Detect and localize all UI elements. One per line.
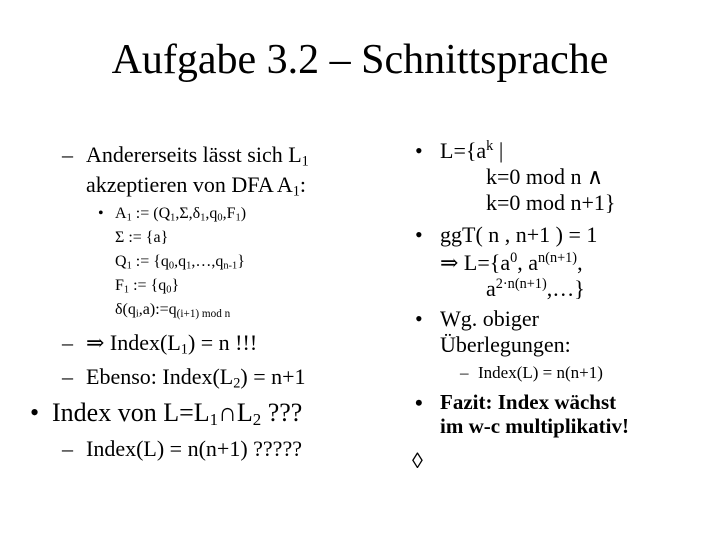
dash-marker: – bbox=[62, 330, 73, 355]
condition-line-1: k=0 mod n ∧ bbox=[486, 164, 604, 189]
bullet-marker: • bbox=[415, 222, 423, 247]
condition-line-2: k=0 mod n+1} bbox=[486, 190, 616, 215]
fazit-line-2: im w-c multiplikativ! bbox=[440, 414, 629, 438]
dash-marker: – bbox=[62, 364, 73, 389]
index-intersection-line: Index von $L=L_1\cap L_2$ ??? bbox=[52, 398, 303, 430]
bullet-marker: • bbox=[415, 138, 423, 163]
text-line-akzeptieren: akzeptieren von DFA $A_1$: bbox=[86, 172, 306, 200]
index-l1-line: ⇒ $Index(L_1) = n$ !!! bbox=[86, 330, 258, 358]
wg-obiger-line: Wg. obiger bbox=[440, 306, 539, 331]
bullet-marker: • bbox=[415, 306, 423, 331]
language-def-line: $L=\{a^k$ | bbox=[440, 138, 504, 163]
language-result-line-2: $a^{2\cdot n(n+1)},\dots$} bbox=[486, 276, 585, 301]
alphabet-line: Σ := {a} bbox=[115, 229, 169, 246]
index-result-line: Index(L) = n(n+1) bbox=[478, 363, 603, 382]
language-result-line: ⇒ $L=\{a^0$, $a^{n(n+1)}$, bbox=[440, 250, 583, 275]
slide-title: Aufgabe 3.2 – Schnittsprache bbox=[111, 37, 609, 83]
bullet-marker: • bbox=[98, 205, 104, 222]
ueberlegungen-line: Überlegungen: bbox=[440, 332, 571, 357]
transition-line: $\delta(q_i,a):=q_{(i+1) mod n}$ bbox=[115, 301, 231, 320]
dash-marker: – bbox=[62, 436, 73, 461]
ggt-line: ggT( n , n+1 ) = 1 bbox=[440, 222, 598, 247]
diamond-icon: ◊ bbox=[412, 448, 423, 473]
bullet-marker: • bbox=[415, 390, 423, 415]
fazit-line-1: Fazit: Index wächst bbox=[440, 390, 617, 414]
index-l-line: Index(L) = n(n+1) ????? bbox=[86, 436, 302, 461]
index-l2-line: Ebenso: $Index(L_2) = n+1$ bbox=[86, 364, 306, 392]
text-line-anderseits: Andererseits lässt sich $L_1$ bbox=[86, 142, 309, 170]
dash-marker: – bbox=[62, 142, 73, 167]
dash-marker: – bbox=[460, 363, 469, 382]
final-states-line: $F_1$ := $\{q_0\}$ bbox=[115, 277, 180, 296]
bullet-marker: • bbox=[30, 398, 40, 427]
dfa-definition-line: $A_1$ := $(Q_1,\Sigma,\delta_1,q_0,F_1)$ bbox=[115, 205, 247, 224]
states-line: $Q_1$ := $\{q_0,q_1,\dots,q_{n-1}\}$ bbox=[115, 253, 245, 272]
